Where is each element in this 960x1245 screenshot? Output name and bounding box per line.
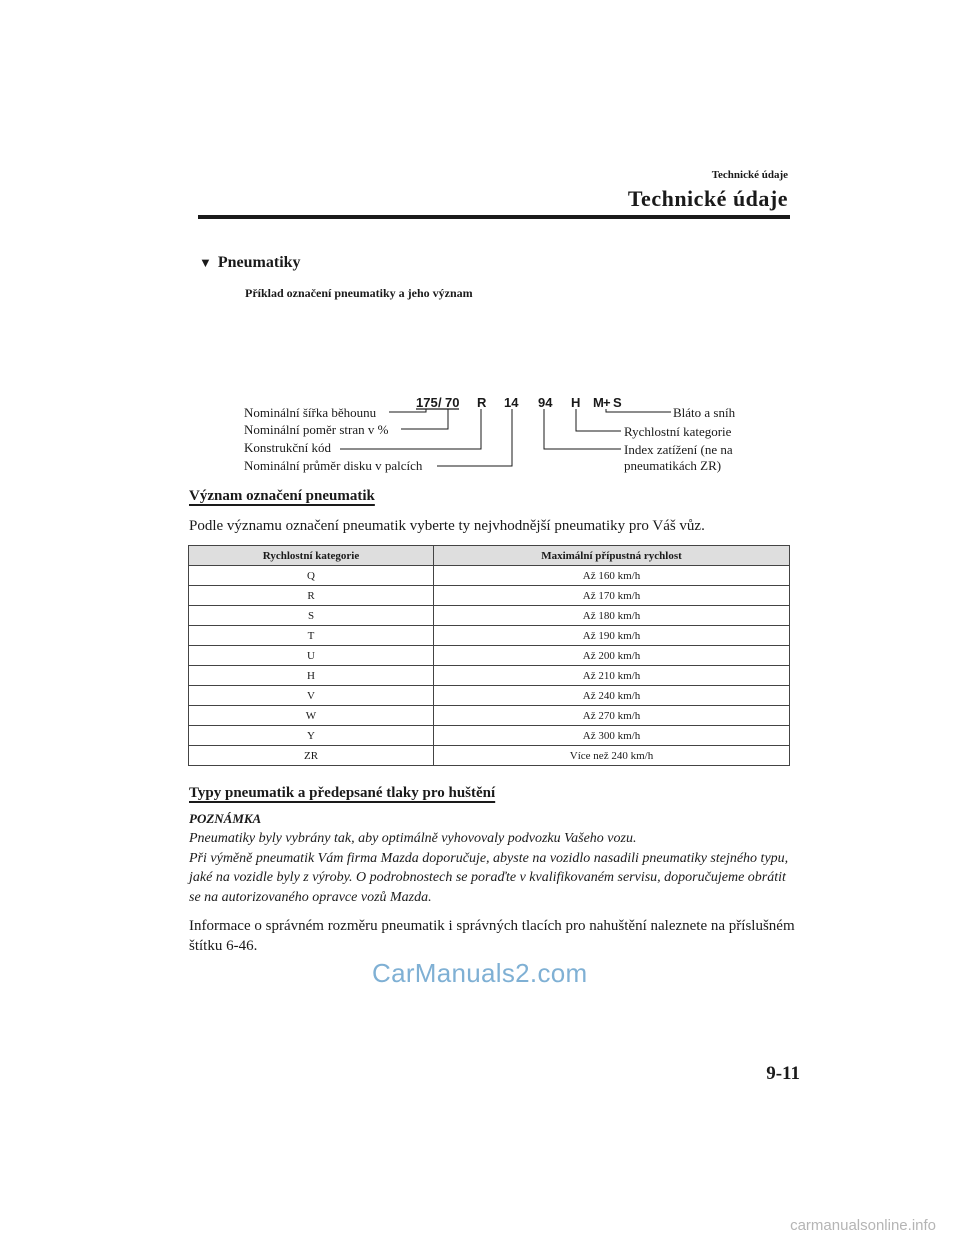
- section-title-text: Pneumatiky: [217, 254, 301, 271]
- speed-code-cell: H: [189, 666, 434, 686]
- meaning-text: Podle významu označení pneumatik vyberte ty nejvhodnější pneumatiky pro Váš vůz.: [189, 518, 705, 534]
- code-rim: 14: [504, 395, 519, 410]
- speed-code-cell: ZR: [189, 746, 434, 766]
- max-speed-cell: Až 160 km/h: [434, 566, 790, 586]
- code-construction: R: [477, 395, 487, 410]
- label-mud-snow: Bláto a sníh: [673, 405, 736, 420]
- table-row: [189, 686, 790, 706]
- column-header-max-speed: Maximální přípustná rychlost: [434, 546, 790, 566]
- code-load: 94: [538, 395, 553, 410]
- max-speed-cell: Až 270 km/h: [434, 706, 790, 726]
- tire-types-heading: Typy pneumatik a předepsané tlaky pro huštění: [189, 785, 496, 801]
- speed-code-cell: R: [189, 586, 434, 606]
- leader-load: [544, 409, 621, 449]
- meaning-heading: Význam označení pneumatik: [189, 488, 375, 504]
- label-nominal-width: Nominální šířka běhounu: [244, 405, 377, 420]
- max-speed-cell: Až 170 km/h: [434, 586, 790, 606]
- note-title: POZNÁMKA: [189, 811, 262, 826]
- page-number: 9-11: [766, 1063, 800, 1084]
- diagram-caption: Příklad označení pneumatiky a jeho význam: [245, 286, 473, 300]
- table-row: [189, 626, 790, 646]
- speed-code-cell: Q: [189, 566, 434, 586]
- header-section-small: Technické údaje: [711, 169, 788, 181]
- code-speed: H: [571, 395, 581, 410]
- max-speed-cell: Až 200 km/h: [434, 646, 790, 666]
- code-m: M: [593, 395, 604, 410]
- column-header-speed-category: Rychlostní kategorie: [189, 546, 434, 566]
- label-speed-category: Rychlostní kategorie: [624, 424, 732, 439]
- tire-marking-diagram: [0, 0, 960, 500]
- table-row: [189, 606, 790, 626]
- speed-category-table: [188, 545, 790, 766]
- label-load-index: Index zatížení (ne na: [624, 442, 733, 457]
- note-line: Při výměně pneumatik Vám firma Mazda doporučuje, abyste na vozidlo nasadili pneumatiky stejného typu, jaké na vozidle byly z výroby. O podrobnostech se poraďte v kvalifikovaném servisu, doporučujeme obrátit se na autorizovaného opravce vozů Mazda.: [189, 850, 789, 905]
- max-speed-cell: Více než 240 km/h: [434, 746, 790, 766]
- max-speed-cell: Až 190 km/h: [434, 626, 790, 646]
- max-speed-cell: Až 210 km/h: [434, 666, 790, 686]
- code-width: 175: [416, 395, 438, 410]
- note-body: [189, 829, 799, 907]
- max-speed-cell: Až 300 km/h: [434, 726, 790, 746]
- table-row: [189, 646, 790, 666]
- info-text: Informace o správném rozměru pneumatik i správných tlacích pro nahuštění naleznete na příslušném štítku 6-46.: [189, 918, 795, 954]
- table-row: [189, 746, 790, 766]
- label-rim-diameter: Nominální průměr disku v palcích: [244, 458, 423, 473]
- speed-code-cell: Y: [189, 726, 434, 746]
- header-section-title: Technické údaje: [627, 186, 788, 211]
- table-header-row: [189, 546, 790, 566]
- code-plus: +: [603, 395, 611, 410]
- table-row: [189, 726, 790, 746]
- speed-code-cell: T: [189, 626, 434, 646]
- max-speed-cell: Až 180 km/h: [434, 606, 790, 626]
- table-row: [189, 706, 790, 726]
- label-aspect-ratio: Nominální poměr stran v %: [244, 422, 389, 437]
- speed-code-cell: S: [189, 606, 434, 626]
- code-slash: /: [438, 395, 442, 410]
- max-speed-cell: Až 240 km/h: [434, 686, 790, 706]
- speed-code-cell: V: [189, 686, 434, 706]
- code-ratio: 70: [445, 395, 460, 410]
- footer-watermark: carmanualsonline.info: [790, 1217, 936, 1234]
- table-row: [189, 566, 790, 586]
- carmanuals-watermark: CarManuals2.com: [372, 958, 588, 988]
- label-construction-code: Konstrukční kód: [244, 440, 332, 455]
- speed-code-cell: W: [189, 706, 434, 726]
- note-line: Pneumatiky byly vybrány tak, aby optimálně vyhovovaly podvozku Vašeho vozu.: [189, 831, 637, 846]
- speed-code-cell: U: [189, 646, 434, 666]
- triangle-down-icon: ▼: [199, 255, 212, 270]
- table-row: [189, 666, 790, 686]
- label-load-index-cont: pneumatikách ZR): [624, 458, 722, 473]
- code-s: S: [613, 395, 622, 410]
- table-row: [189, 586, 790, 606]
